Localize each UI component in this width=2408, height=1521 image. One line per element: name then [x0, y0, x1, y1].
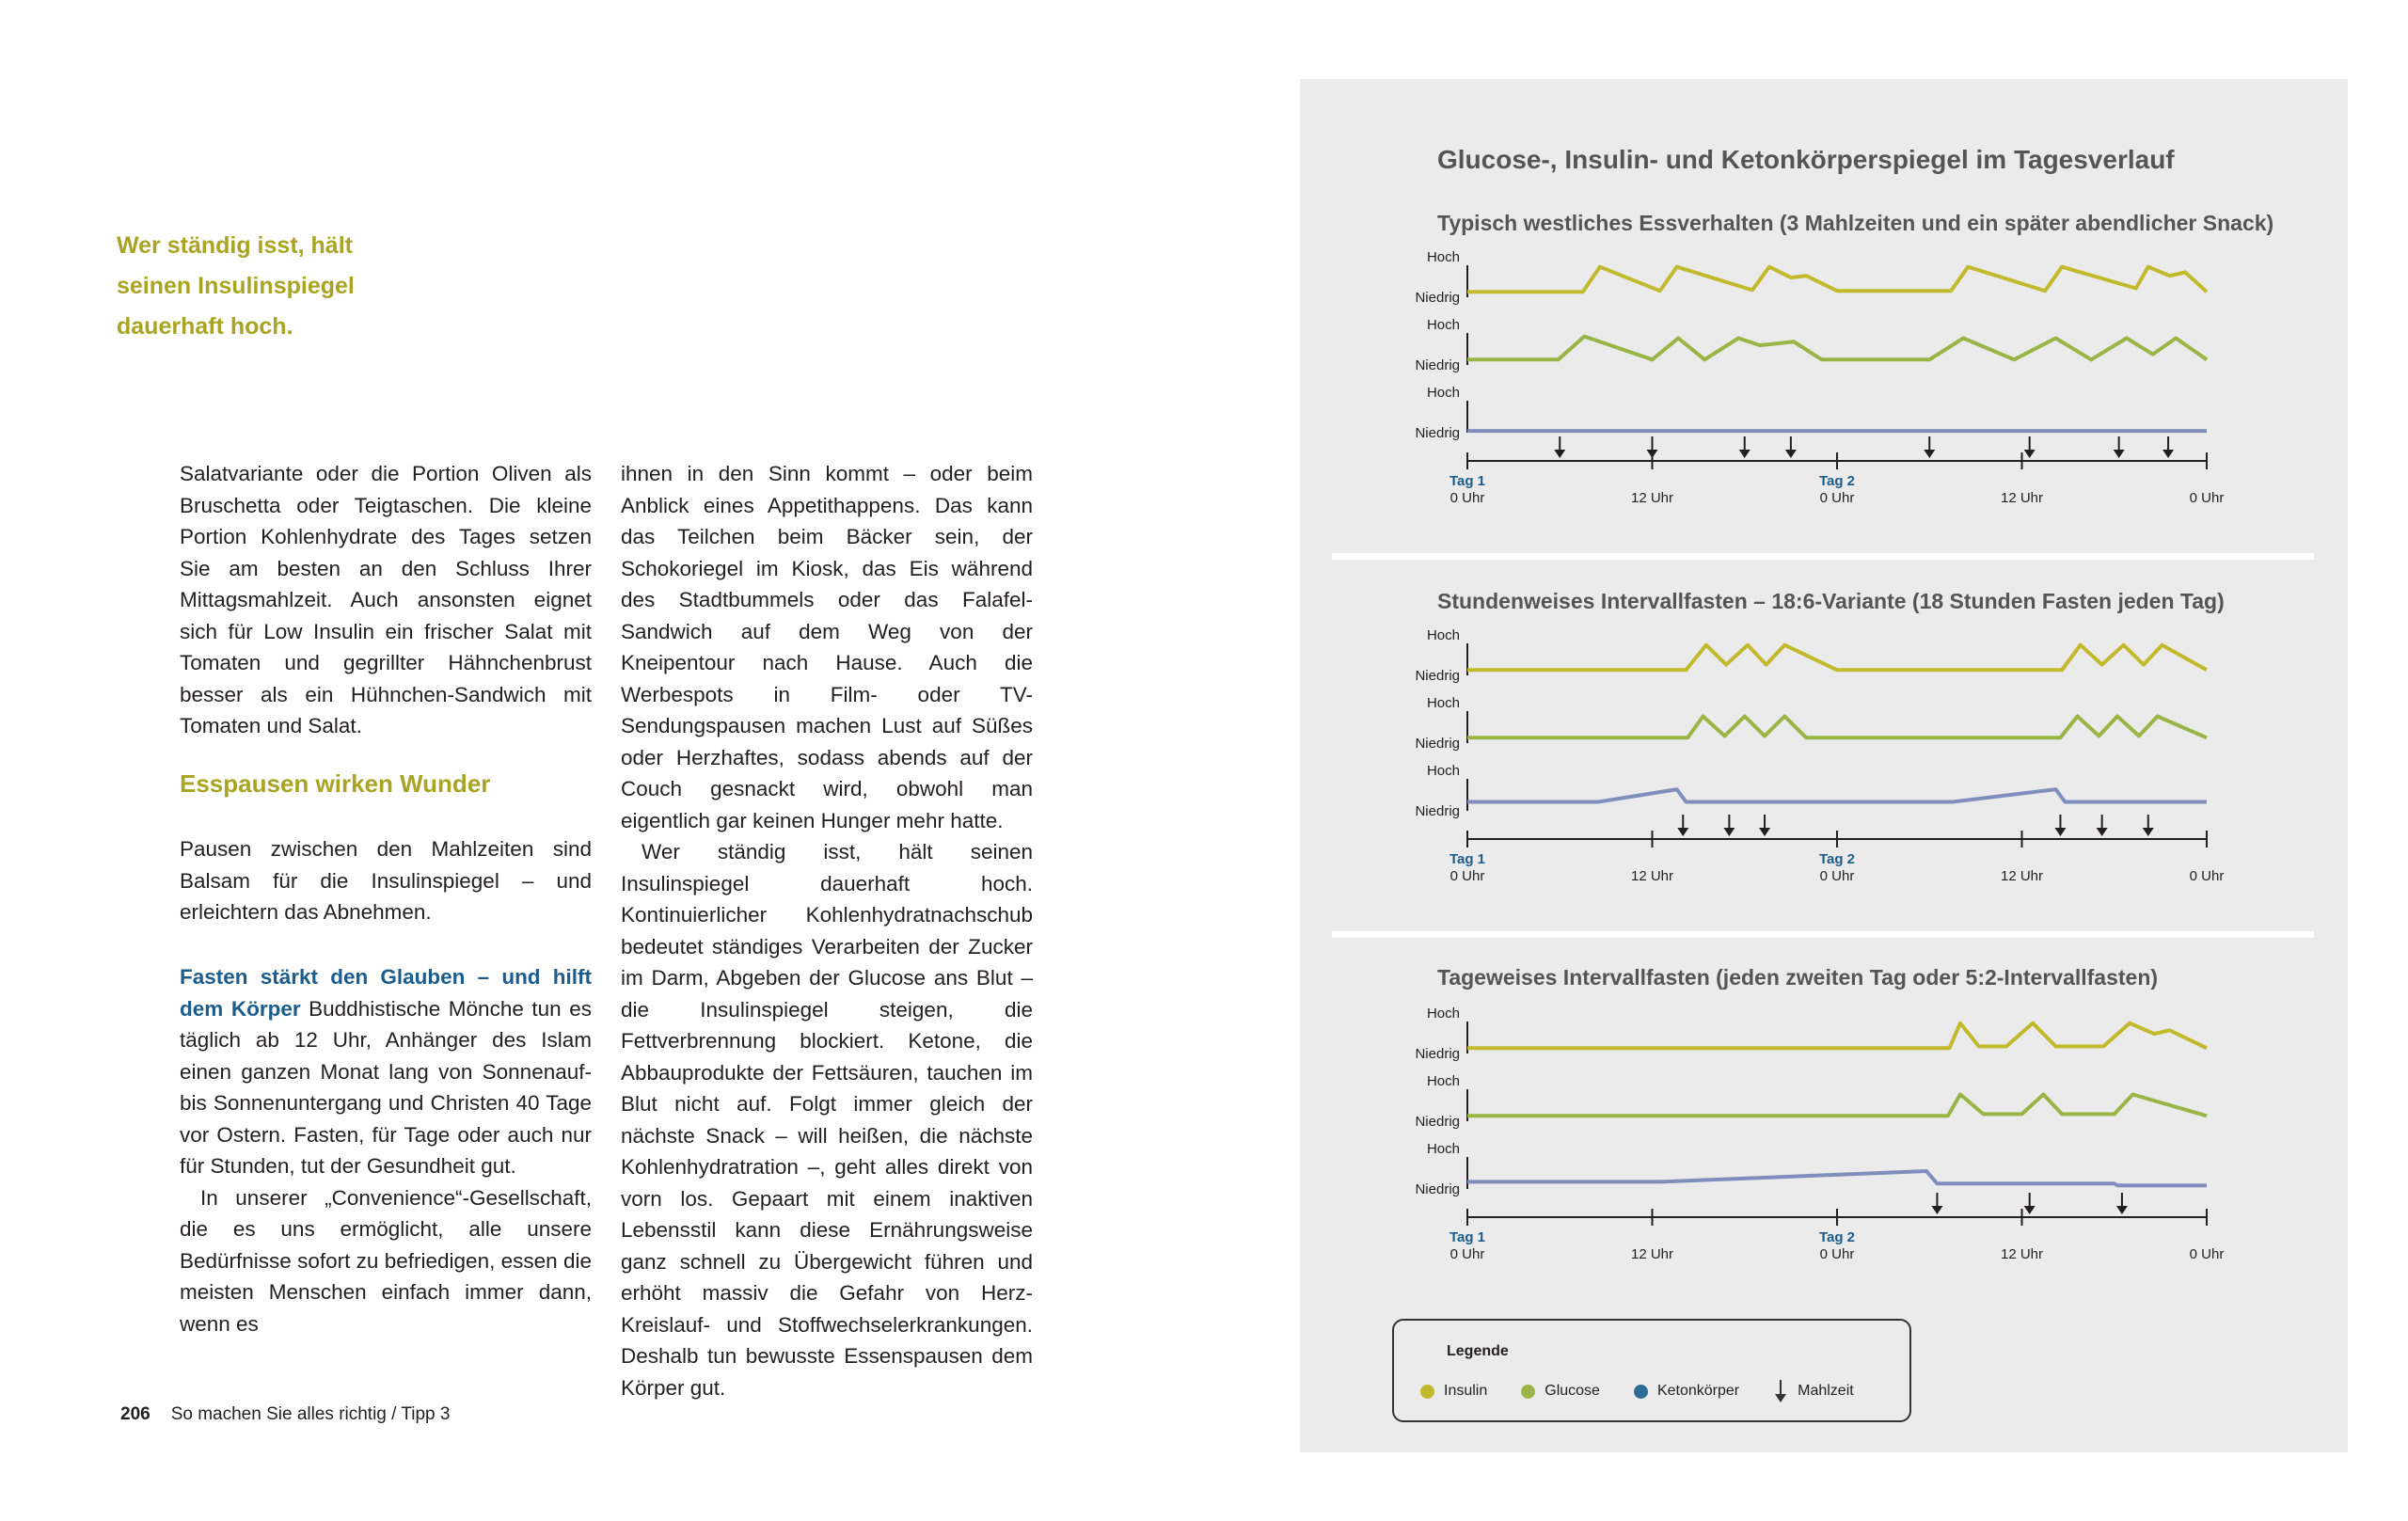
figure-title: Glucose-, Insulin- und Ketonkörperspiegel im Tagesverlauf	[1437, 145, 2175, 174]
series-line-glucose	[1467, 1095, 2207, 1117]
y-level-label: Niedrig	[1415, 1046, 1460, 1062]
y-level-label: Niedrig	[1415, 357, 1460, 373]
y-level-label: Hoch	[1426, 627, 1460, 643]
pull-quote-line: seinen Insulinspiegel	[117, 273, 355, 299]
paragraph: In unserer „Convenience“-Gesellschaft, die es uns ermöglicht, alle unsere Bedürfnisse sofort zu befriedigen, essen die meisten Menschen einfach immer dann, wenn es	[180, 1185, 592, 1336]
inline-text: Buddhistische Mönche tun es täglich ab 12 Uhr, Anhänger des Islam einen ganzen Monat lang von Sonnenauf- bis Sonnenuntergang und Christen 40 Tage vor Ostern. Fasten, für Tage oder auch nur für Stunden, tut der Gesundheit gut.	[180, 996, 592, 1178]
day-label: Tag 2	[1818, 1229, 1856, 1245]
meal-arrow-icon	[2116, 1206, 2128, 1214]
section-heading: Esspausen wirken Wunder	[180, 769, 491, 798]
x-tick-label: 12 Uhr	[2000, 868, 2044, 884]
dot-icon	[1420, 1385, 1434, 1399]
series-line-glucose	[1467, 337, 2207, 360]
paragraph	[180, 961, 592, 1182]
meal-arrow-icon	[1759, 828, 1770, 836]
y-level-label: Hoch	[1426, 695, 1460, 711]
x-tick-label: 0 Uhr	[2189, 868, 2225, 884]
x-tick-label: 0 Uhr	[1450, 1246, 1485, 1262]
x-tick-label: 12 Uhr	[1630, 490, 1674, 506]
series-line-ketonkörper	[1467, 1171, 2207, 1185]
inline-heading: Fasten stärkt den Glauben – und hilft dem Körper	[180, 965, 592, 1021]
x-tick-label: 0 Uhr	[2189, 1246, 2225, 1262]
legend-items	[1420, 1379, 1888, 1403]
meal-arrow-icon	[2097, 828, 2108, 836]
page-number: 206	[120, 1404, 150, 1424]
y-level-label: Niedrig	[1415, 1114, 1460, 1130]
chart-title: Stundenweises Intervallfasten – 18:6-Variante (18 Stunden Fasten jeden Tag)	[1437, 589, 2225, 613]
x-tick-label: 12 Uhr	[2000, 1246, 2044, 1262]
meal-arrow-icon	[2054, 828, 2066, 836]
series-line-glucose	[1467, 717, 2207, 738]
x-tick-label: 12 Uhr	[2000, 490, 2044, 506]
day-label: Tag 1	[1449, 851, 1486, 867]
legend-label: Insulin	[1444, 1383, 1488, 1399]
pull-quote	[117, 226, 474, 347]
paragraph: Salatvariante oder die Portion Oliven als Bruschetta oder Teigtaschen. Die kleine Portion Kohlenhydrate des Tages setzen Sie am besten an den Schluss Ihrer Mittagsmahlzeit. Auch ansonsten eignet sich für Low Insulin ein frischer Salat mit Tomaten und gegrillter Hähnchenbrust besser als ein Hühnchen-Sandwich mit Tomaten und Salat.	[180, 462, 592, 737]
legend-item-insulin	[1420, 1383, 1487, 1400]
x-tick-label: 0 Uhr	[2189, 490, 2225, 506]
y-level-label: Hoch	[1426, 1006, 1460, 1022]
chart-title: Tageweises Intervallfasten (jeden zweiten Tag oder 5:2-Intervallfasten)	[1437, 965, 2159, 990]
legend-item-ketone	[1634, 1383, 1739, 1400]
day-label: Tag 2	[1818, 473, 1856, 489]
body-column-right	[621, 458, 1033, 1403]
x-tick-label: 12 Uhr	[1630, 868, 1674, 884]
dot-icon	[1521, 1385, 1535, 1399]
body-column-left	[180, 458, 592, 742]
x-tick-label: 0 Uhr	[1450, 490, 1485, 506]
legend-title: Legende	[1447, 1343, 1509, 1359]
running-title: So machen Sie alles richtig / Tipp 3	[170, 1404, 451, 1424]
series-line-insulin	[1467, 645, 2207, 671]
dot-icon	[1634, 1385, 1648, 1399]
paragraph: ihnen in den Sinn kommt – oder beim Anblick eines Appetithappens. Das kann das Teilchen beim Bäcker sein, der Schokoriegel im Kiosk, das Eis während des Stadtbummels oder das Falafel-Sandwich auf dem Weg von der Kneipentour nach Hause. Auch die Werbespots in Film- oder TV-Sendungspausen machen Lust auf Süßes oder Herzhaftes, sodass abends auf der Couch gesnackt wird, obwohl man eigentlich gar keinen Hunger mehr hatte.	[621, 462, 1033, 832]
meal-arrow-icon	[2024, 1206, 2036, 1214]
timeline-charts	[1300, 79, 2348, 1302]
series-line-insulin	[1467, 267, 2207, 293]
pull-quote-line: Wer ständig isst, hält	[117, 232, 353, 259]
y-level-label: Niedrig	[1415, 736, 1460, 752]
day-label: Tag 1	[1449, 473, 1486, 489]
x-tick-label: 0 Uhr	[1819, 868, 1855, 884]
x-tick-label: 12 Uhr	[1630, 1246, 1674, 1262]
pull-quote-line: dauerhaft hoch.	[117, 313, 293, 340]
y-level-label: Hoch	[1426, 317, 1460, 333]
meal-arrow-icon	[2114, 450, 2125, 458]
y-level-label: Hoch	[1426, 249, 1460, 265]
meal-arrow-icon	[1785, 450, 1797, 458]
y-level-label: Niedrig	[1415, 803, 1460, 819]
meal-arrow-icon	[1931, 1206, 1942, 1214]
y-level-label: Hoch	[1426, 763, 1460, 779]
paragraph: Wer ständig isst, hält seinen Insulinspiegel dauerhaft hoch. Kontinuierlicher Kohlenhydratnachschub bedeutet ständiges Verarbeiten der Zucker im Darm, Abgeben der Glucose ans Blut – die Insulinspiegel steigen, die Fettverbrennung blockiert. Ketone, die Abbauprodukte der Fettsäuren, tauchen im Blut nicht auf. Folgt immer gleich der nächste Snack – will heißen, die nächste Kohlenhydratration –, geht alles direkt von vorn los. Gepaart mit einem inaktiven Lebensstil kann diese Ernährungsweise ganz schnell zu Übergewicht führen und erhöht massiv die Gefahr von Herz-Kreislauf- und Stoffwechselerkrankungen. Deshalb tun bewusste Essenspausen dem Körper gut.	[621, 840, 1033, 1400]
arrow-down-icon	[1773, 1379, 1788, 1403]
legend-item-glucose	[1521, 1383, 1600, 1400]
day-label: Tag 1	[1449, 1229, 1486, 1245]
y-level-label: Niedrig	[1415, 668, 1460, 684]
meal-arrow-icon	[1739, 450, 1751, 458]
body-column-left-lower	[180, 961, 592, 1339]
legend-label: Mahlzeit	[1798, 1383, 1854, 1399]
y-level-label: Hoch	[1426, 1073, 1460, 1089]
figure-panel	[1300, 79, 2348, 1452]
y-level-label: Niedrig	[1415, 1181, 1460, 1197]
y-level-label: Hoch	[1426, 1141, 1460, 1157]
meal-arrow-icon	[1924, 450, 1935, 458]
meal-arrow-icon	[1677, 828, 1688, 836]
y-level-label: Niedrig	[1415, 290, 1460, 306]
meal-arrow-icon	[2024, 450, 2036, 458]
meal-arrow-icon	[1554, 450, 1565, 458]
paragraph: Pausen zwischen den Mahlzeiten sind Balsam für die Insulinspiegel – und erleichtern das Abnehmen.	[180, 837, 592, 924]
legend-label: Ketonkörper	[1656, 1383, 1740, 1399]
page-footer	[120, 1404, 450, 1425]
day-label: Tag 2	[1818, 851, 1856, 867]
legend-item-meal	[1773, 1379, 1854, 1403]
series-line-ketonkörper	[1467, 789, 2207, 801]
meal-arrow-icon	[2143, 828, 2154, 836]
x-tick-label: 0 Uhr	[1819, 490, 1855, 506]
chart-title: Typisch westliches Essverhalten (3 Mahlzeiten und ein später abendlicher Snack)	[1437, 211, 2274, 235]
meal-arrow-icon	[2162, 450, 2174, 458]
legend	[1392, 1319, 1911, 1422]
legend-label: Glucose	[1545, 1383, 1600, 1399]
x-tick-label: 0 Uhr	[1450, 868, 1485, 884]
y-level-label: Hoch	[1426, 385, 1460, 401]
meal-arrow-icon	[1723, 828, 1735, 836]
section-intro	[180, 833, 592, 928]
meal-arrow-icon	[1647, 450, 1658, 458]
series-line-insulin	[1467, 1023, 2207, 1049]
x-tick-label: 0 Uhr	[1819, 1246, 1855, 1262]
y-level-label: Niedrig	[1415, 425, 1460, 441]
